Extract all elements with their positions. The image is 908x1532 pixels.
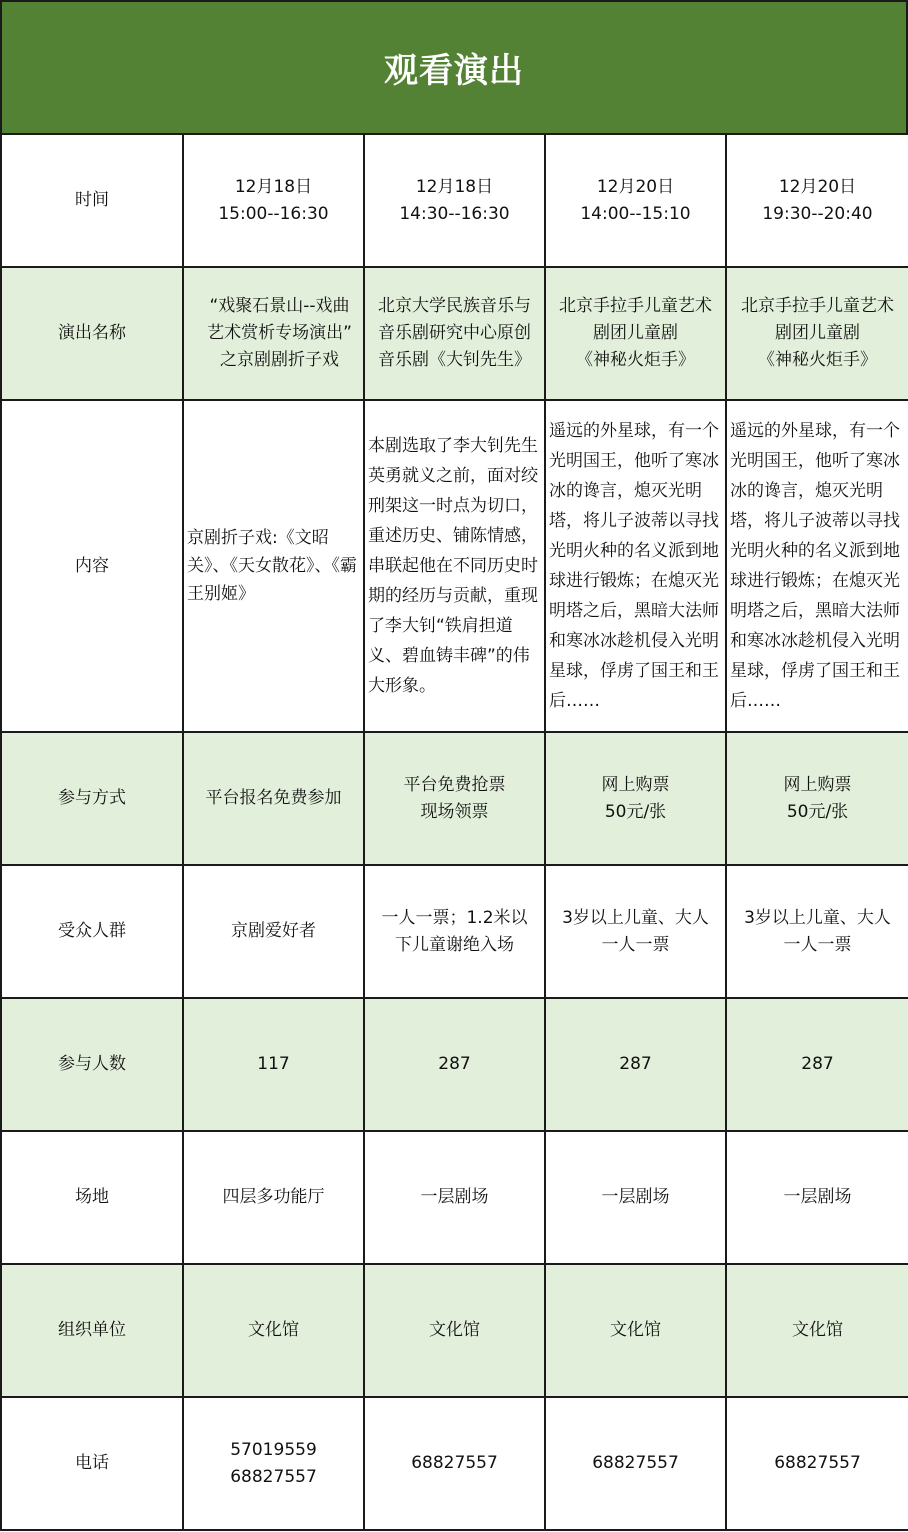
cell-content-1 (183, 400, 364, 732)
cell-paragraph: 本剧选取了李大钊先生英勇就义之前，面对绞刑架这一时点为切口，重述历史、铺陈情感，串联起他在不同历史时期的经历与贡献，重现了李大钊“铁肩担道义、碧血铸丰碑”的伟大形象。 (368, 436, 538, 696)
cell-line: 四层多功能厅 (222, 1187, 325, 1207)
cell-line: 68827557 (230, 1466, 317, 1487)
cell-line: 15:00--16:30 (218, 203, 329, 224)
cell-phone-4 (726, 1397, 908, 1530)
cell-line: 京剧爱好者 (231, 921, 316, 941)
cell-line: 剧团儿童剧 (775, 323, 860, 343)
cell-line: 文化馆 (429, 1320, 480, 1340)
cell-line: 北京手拉手儿童艺术 (559, 296, 712, 316)
cell-line: 文化馆 (610, 1320, 661, 1340)
cell-phone-3 (545, 1397, 726, 1530)
cell-line: “戏聚石景山--戏曲 (209, 296, 350, 316)
row-label-venue: 场地 (1, 1131, 183, 1264)
cell-line: 14:30--16:30 (399, 203, 510, 224)
cell-phone-1 (183, 1397, 364, 1530)
cell-line: 北京手拉手儿童艺术 (741, 296, 894, 316)
row-label-time: 时间 (1, 134, 183, 267)
cell-line: 57019559 (230, 1439, 317, 1460)
table-row-organizer (1, 1264, 908, 1397)
cell-show-name-3 (545, 267, 726, 400)
row-label-phone: 电话 (1, 1397, 183, 1530)
cell-content-4 (726, 400, 908, 732)
cell-line: 下儿童谢绝入场 (395, 934, 514, 955)
row-label-audience: 受众人群 (1, 865, 183, 998)
cell-audience-4 (726, 865, 908, 998)
cell-organizer-2 (364, 1264, 545, 1397)
cell-time-2 (364, 134, 545, 267)
cell-line: 3岁以上儿童、大人 (744, 907, 891, 928)
table-row-venue (1, 1131, 908, 1264)
cell-paragraph: 京剧折子戏:《文昭关》、《天女散花》、《霸王别姬》 (187, 528, 357, 604)
cell-line: 68827557 (592, 1453, 679, 1473)
cell-attendance-2 (364, 998, 545, 1131)
cell-organizer-4 (726, 1264, 908, 1397)
page-title: 观看演出 (384, 51, 524, 91)
cell-show-name-1 (183, 267, 364, 400)
table-row-phone (1, 1397, 908, 1530)
cell-line: 剧团儿童剧 (593, 323, 678, 343)
cell-line: 艺术赏析专场演出” (207, 323, 352, 343)
cell-line: 现场领票 (420, 801, 489, 822)
cell-venue-4 (726, 1131, 908, 1264)
table-row-show-name (1, 267, 908, 400)
cell-content-3 (545, 400, 726, 732)
cell-participation-1 (183, 732, 364, 865)
cell-line: 网上购票 (601, 774, 670, 795)
cell-line: 50元/张 (604, 801, 667, 822)
cell-line: 12月18日 (415, 176, 494, 197)
events-table (0, 133, 908, 1531)
cell-line: 68827557 (411, 1453, 498, 1473)
cell-content-2 (364, 400, 545, 732)
cell-line: 一层剧场 (783, 1187, 852, 1207)
cell-line: 平台报名免费参加 (205, 788, 342, 808)
cell-line: 12月18日 (234, 176, 313, 197)
table-row-audience (1, 865, 908, 998)
cell-line: 一人一票；1.2米以 (381, 907, 528, 928)
cell-line: 北京大学民族音乐与 (378, 296, 531, 316)
cell-line: 12月20日 (596, 176, 675, 197)
cell-participation-2 (364, 732, 545, 865)
cell-line: 12月20日 (778, 176, 857, 197)
cell-venue-2 (364, 1131, 545, 1264)
cell-time-1 (183, 134, 364, 267)
cell-line: 网上购票 (783, 774, 852, 795)
cell-line: 《神秘火炬手》 (576, 350, 695, 370)
events-table-body (1, 134, 908, 1530)
cell-line: 117 (257, 1054, 290, 1074)
cell-attendance-1 (183, 998, 364, 1131)
cell-line: 《神秘火炬手》 (758, 350, 877, 370)
row-label-organizer: 组织单位 (1, 1264, 183, 1397)
table-row-time (1, 134, 908, 267)
cell-paragraph: 遥远的外星球，有一个光明国王，他听了寒冰冰的谗言，熄灭光明塔，将儿子波蒂以寻找光明火种的名义派到地球进行锻炼；在熄灭光明塔之后，黑暗大法师和寒冰冰趁机侵入光明星球，俘虏了国王和王后…… (730, 421, 900, 711)
cell-venue-3 (545, 1131, 726, 1264)
cell-line: 50元/张 (786, 801, 849, 822)
cell-participation-3 (545, 732, 726, 865)
cell-line: 19:30--20:40 (762, 203, 873, 224)
cell-line: 平台免费抢票 (403, 774, 506, 795)
cell-line: 音乐剧《大钊先生》 (378, 350, 531, 370)
cell-line: 一层剧场 (420, 1187, 489, 1207)
cell-line: 音乐剧研究中心原创 (378, 323, 531, 343)
cell-line: 之京剧剧折子戏 (220, 350, 339, 370)
row-label-attendance: 参与人数 (1, 998, 183, 1131)
row-label-content: 内容 (1, 400, 183, 732)
row-label-participation: 参与方式 (1, 732, 183, 865)
table-row-participation (1, 732, 908, 865)
cell-line: 文化馆 (792, 1320, 843, 1340)
cell-organizer-1 (183, 1264, 364, 1397)
cell-line: 文化馆 (248, 1320, 299, 1340)
cell-time-3 (545, 134, 726, 267)
cell-time-4 (726, 134, 908, 267)
cell-show-name-2 (364, 267, 545, 400)
cell-attendance-4 (726, 998, 908, 1131)
cell-organizer-3 (545, 1264, 726, 1397)
cell-audience-3 (545, 865, 726, 998)
cell-line: 一人一票 (783, 934, 852, 955)
cell-line: 287 (438, 1054, 471, 1074)
table-row-attendance (1, 998, 908, 1131)
cell-line: 287 (801, 1054, 834, 1074)
cell-line: 68827557 (774, 1453, 861, 1473)
cell-phone-2 (364, 1397, 545, 1530)
cell-audience-2 (364, 865, 545, 998)
row-label-show-name: 演出名称 (1, 267, 183, 400)
title-bar (0, 0, 908, 135)
cell-venue-1 (183, 1131, 364, 1264)
cell-line: 一人一票 (601, 934, 670, 955)
cell-line: 287 (619, 1054, 652, 1074)
cell-show-name-4 (726, 267, 908, 400)
cell-paragraph: 遥远的外星球，有一个光明国王，他听了寒冰冰的谗言，熄灭光明塔，将儿子波蒂以寻找光明火种的名义派到地球进行锻炼；在熄灭光明塔之后，黑暗大法师和寒冰冰趁机侵入光明星球，俘虏了国王和王后…… (549, 421, 719, 711)
table-row-content (1, 400, 908, 732)
cell-line: 14:00--15:10 (580, 203, 691, 224)
cell-line: 3岁以上儿童、大人 (562, 907, 709, 928)
cell-attendance-3 (545, 998, 726, 1131)
cell-line: 一层剧场 (601, 1187, 670, 1207)
cell-audience-1 (183, 865, 364, 998)
cell-participation-4 (726, 732, 908, 865)
